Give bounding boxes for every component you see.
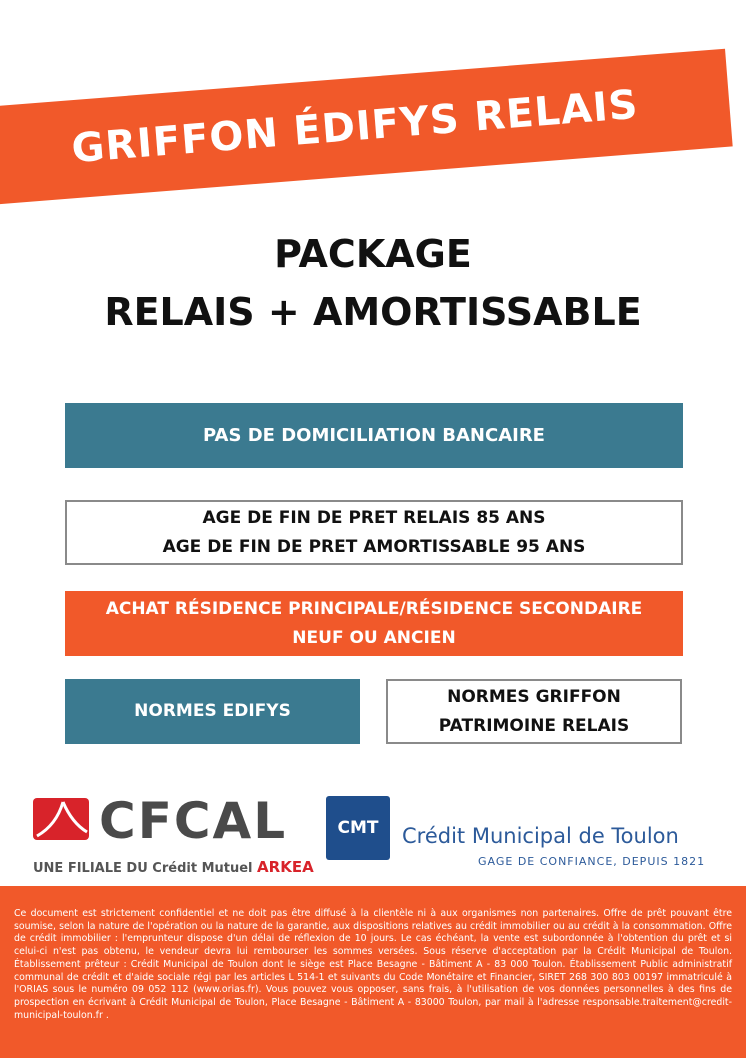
feature-text-line1: ACHAT RÉSIDENCE PRINCIPALE/RÉSIDENCE SECONDAIRE (105, 598, 643, 619)
cmt-logo (326, 796, 726, 866)
feature-box-normes-edifys (65, 679, 360, 744)
cfcal-wordmark: CFCAL (99, 792, 288, 850)
package-title-line2: RELAIS + AMORTISSABLE (104, 290, 642, 334)
title-banner (0, 49, 733, 206)
package-title-line1: PACKAGE (274, 232, 472, 276)
cmt-badge-icon (326, 796, 390, 860)
legal-footer (0, 886, 746, 1058)
feature-box-normes-griffon (386, 679, 682, 744)
cfcal-tagline-prefix: UNE FILIALE DU Crédit Mutuel (33, 861, 258, 876)
feature-text-line2: AGE DE FIN DE PRET AMORTISSABLE 95 ANS (162, 536, 586, 557)
feature-box-achat (65, 591, 683, 656)
cfcal-logo (33, 792, 314, 880)
feature-text: PAS DE DOMICILIATION BANCAIRE (203, 425, 545, 446)
cfcal-tagline (33, 858, 314, 876)
feature-text-line1: NORMES GRIFFON (447, 686, 621, 707)
cmt-name: Crédit Municipal de Toulon (402, 824, 679, 848)
banner-title: GRIFFON ÉDIFYS RELAIS (69, 81, 641, 173)
legal-disclaimer: Ce document est strictement confidentiel et ne doit pas être diffusé à la clientèle ni à aux organismes non partenaires. Offre de prêt pouvant être soumise, selon la nature de l'opération ou la nature de la garantie, aux dispositions relatives au crédit immobilier ou au crédit à la consommation. Offre de crédit immobilier : l'emprunteur dispose d'un délai de réflexion de 10 jours. Le cas échéant, la vente est subordonnée à l'obtention du prêt et si celui-ci n'est pas obtenu, le vendeur devra lui rembourser les sommes versées. Sous réserve d'acceptation par la Crédit Municipal de Toulon. Établissement prêteur : Crédit Municipal de Toulon dont le siège est Place Besagne - Bâtiment A - 83 000 Toulon. Établissement Public administratif communal de crédit et d'aide sociale régi par les articles L 514-1 et suivants du Code Monétaire et Financier, SIRET 268 300 803 00197 immatriculé à l'ORIAS sous le numéro 09 052 112 (www.orias.fr). Vous pouvez vous opposer, sans frais, à l'utilisation de vos données personnelles à des fins de prospection en écrivant à Crédit Municipal de Toulon, Place Besagne - Bâtiment A - 83000 Toulon, par mail à l'adresse responsable.traitement@credit-municipal-toulon.fr . (14, 908, 732, 1021)
feature-text-line1: AGE DE FIN DE PRET RELAIS 85 ANS (202, 507, 546, 528)
feature-text: NORMES EDIFYS (134, 701, 291, 721)
cmt-tagline: GAGE DE CONFIANCE, DEPUIS 1821 (478, 855, 706, 868)
cfcal-mark-icon (33, 798, 89, 840)
cmt-badge-text: CMT (337, 818, 379, 838)
feature-box-domiciliation (65, 403, 683, 468)
feature-box-age (65, 500, 683, 565)
cfcal-tagline-brand: ARKEA (257, 858, 314, 876)
feature-text-line2: PATRIMOINE RELAIS (438, 715, 630, 736)
feature-text-line2: NEUF OU ANCIEN (292, 627, 456, 648)
